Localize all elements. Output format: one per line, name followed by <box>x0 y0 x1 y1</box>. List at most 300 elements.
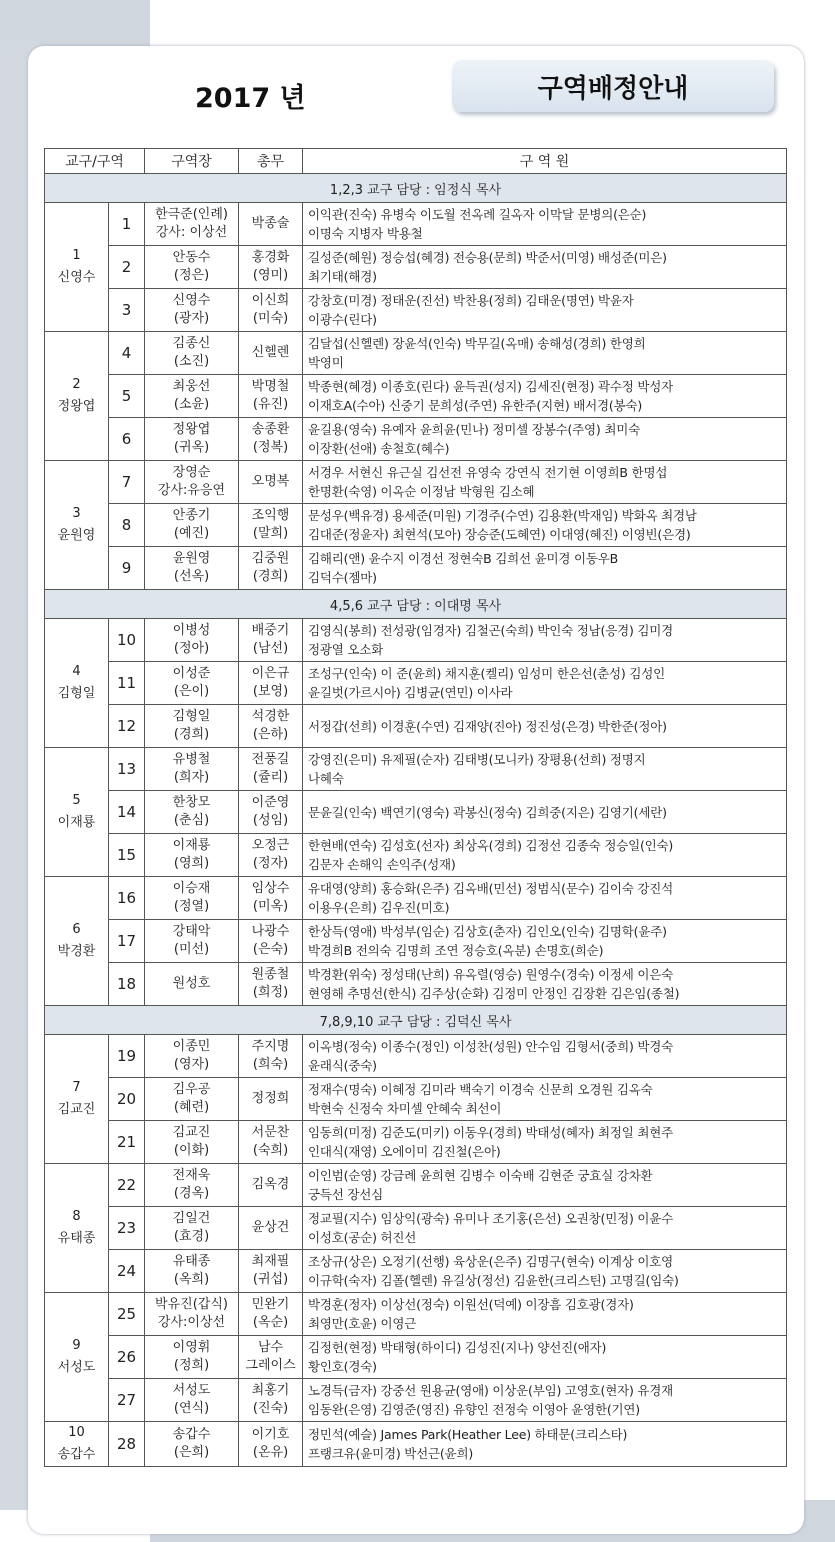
secretary-cell <box>239 1293 303 1336</box>
district-leader-cell <box>145 332 239 375</box>
members-line: 윤길용(영숙) 유예자 윤희윤(민나) 정미셀 장봉수(주영) 최미숙 <box>308 422 640 437</box>
members-line: 이광수(린다) <box>308 312 377 327</box>
secretary-line: 주지명 <box>251 1039 290 1054</box>
table-row <box>45 1250 787 1293</box>
members-line: 정교필(지수) 임상익(광숙) 유미나 조기홍(은선) 오권창(민정) 이윤수 <box>308 1211 674 1226</box>
district-leader-line: (정열) <box>173 899 210 914</box>
secretary-cell <box>239 289 303 332</box>
secretary-line: 석경한 <box>251 709 290 724</box>
secretary-line: (보영) <box>252 684 289 699</box>
members-line: 박영미 <box>308 355 344 370</box>
members-line: 이용우(은희) 김우진(미호) <box>308 900 450 915</box>
district-leader-line: 신영수 <box>172 293 211 308</box>
district-leader-cell <box>145 705 239 748</box>
secretary-line: 서문찬 <box>251 1125 290 1140</box>
district-leader-line: (이화) <box>173 1143 210 1158</box>
members-cell <box>303 289 787 332</box>
district-number: 26 <box>109 1336 145 1379</box>
district-number: 28 <box>109 1422 145 1467</box>
secretary-cell <box>239 705 303 748</box>
district-leader-line: (경옥) <box>173 1186 210 1201</box>
roster-table <box>44 148 787 1467</box>
table-row <box>45 1035 787 1078</box>
district-leader-line: 한창모 <box>172 795 211 810</box>
district-leader-line: (경희) <box>173 727 210 742</box>
secretary-cell <box>239 791 303 834</box>
secretary-line: 박종술 <box>251 216 290 231</box>
secretary-line: (은숙) <box>252 942 289 957</box>
members-cell <box>303 1250 787 1293</box>
district-leader-line: 김우공 <box>172 1082 211 1097</box>
members-cell <box>303 1336 787 1379</box>
secretary-line: 김중원 <box>251 551 290 566</box>
parish-number: 2 <box>72 377 81 392</box>
parish-number: 1 <box>72 248 81 263</box>
members-line: 박경훈(정자) 이상선(정숙) 이원선(덕예) 이장흠 김호광(경자) <box>308 1297 634 1312</box>
district-leader-cell <box>145 1121 239 1164</box>
section-pastor-label: 4,5,6 교구 담당 : 이대명 목사 <box>45 590 787 619</box>
members-cell <box>303 1164 787 1207</box>
column-header-district: 교구/구역 <box>45 149 145 174</box>
secretary-cell <box>239 662 303 705</box>
secretary-line: (쥴리) <box>252 770 289 785</box>
parish-name: 송갑수 <box>57 1447 96 1462</box>
members-line: 문윤길(인숙) 백연기(영숙) 곽봉신(정숙) 김희중(지은) 김영기(세란) <box>308 804 667 820</box>
parish-cell <box>45 1035 109 1164</box>
secretary-line: 김옥경 <box>251 1177 290 1192</box>
secretary-line: 박명철 <box>251 379 290 394</box>
parish-name: 신영수 <box>57 270 96 285</box>
members-cell <box>303 791 787 834</box>
members-cell <box>303 461 787 504</box>
district-number: 12 <box>109 705 145 748</box>
members-cell <box>303 920 787 963</box>
secretary-cell <box>239 332 303 375</box>
secretary-cell <box>239 1422 303 1467</box>
district-leader-line: (희자) <box>173 770 210 785</box>
members-line: 이익관(진숙) 유병숙 이도월 전옥례 길옥자 이막달 문병의(은순) <box>308 207 647 222</box>
secretary-line: (정자) <box>252 856 289 871</box>
district-leader-line: 정왕엽 <box>172 422 211 437</box>
table-row <box>45 461 787 504</box>
secretary-cell <box>239 203 303 246</box>
secretary-cell <box>239 418 303 461</box>
district-number: 18 <box>109 963 145 1006</box>
secretary-cell <box>239 1121 303 1164</box>
district-leader-line: 이성준 <box>172 666 211 681</box>
members-line: 나혜숙 <box>308 771 344 786</box>
table-row <box>45 662 787 705</box>
district-leader-line: 서성도 <box>172 1383 211 1398</box>
column-header-members: 구 역 원 <box>303 149 787 174</box>
secretary-line: (영미) <box>252 268 289 283</box>
parish-number: 5 <box>72 793 81 808</box>
district-leader-cell <box>145 619 239 662</box>
district-number: 10 <box>109 619 145 662</box>
district-leader-cell <box>145 834 239 877</box>
members-line: 이재호A(수아) 신중기 문희성(주연) 유한주(지현) 배서경(봉숙) <box>308 398 642 413</box>
district-leader-cell <box>145 547 239 590</box>
district-number: 9 <box>109 547 145 590</box>
members-cell <box>303 963 787 1006</box>
parish-cell <box>45 1164 109 1293</box>
members-line: 김덕수(젬마) <box>308 570 377 585</box>
table-row <box>45 1293 787 1336</box>
members-line: 노경득(금자) 강중선 원용균(영애) 이상운(부임) 고영호(현자) 유경재 <box>308 1383 674 1398</box>
parish-cell <box>45 461 109 590</box>
district-number: 22 <box>109 1164 145 1207</box>
parish-name: 서성도 <box>57 1360 96 1375</box>
secretary-line: (미옥) <box>252 899 289 914</box>
district-number: 19 <box>109 1035 145 1078</box>
table-row <box>45 289 787 332</box>
secretary-line: 이은규 <box>251 666 290 681</box>
district-leader-line: (은희) <box>173 1445 210 1460</box>
parish-number: 10 <box>68 1425 85 1440</box>
table-row <box>45 1164 787 1207</box>
secretary-line: 원종철 <box>251 967 290 982</box>
table-row <box>45 1121 787 1164</box>
secretary-line: 오정근 <box>251 838 290 853</box>
section-pastor-row <box>45 174 787 203</box>
members-line: 이장환(선애) 송철호(혜수) <box>308 441 450 456</box>
district-leader-line: 김교진 <box>172 1125 211 1140</box>
district-number: 27 <box>109 1379 145 1422</box>
district-number: 3 <box>109 289 145 332</box>
members-line: 서경우 서현신 유근실 김선전 유영숙 강연식 전기현 이영희B 한명섭 <box>308 465 668 480</box>
members-line: 강창호(미경) 정태운(진선) 박찬용(정희) 김태운(명연) 박윤자 <box>308 293 634 308</box>
secretary-cell <box>239 1336 303 1379</box>
secretary-cell <box>239 834 303 877</box>
parish-number: 6 <box>72 922 81 937</box>
secretary-line: 이준영 <box>251 795 290 810</box>
secretary-line: (희숙) <box>252 1057 289 1072</box>
district-number: 8 <box>109 504 145 547</box>
district-leader-line: 김일건 <box>172 1211 211 1226</box>
members-line: 프랭크유(윤미경) 박선근(윤희) <box>308 1446 473 1461</box>
members-line: 최기태(해경) <box>308 269 377 284</box>
table-header-row <box>45 149 787 174</box>
district-leader-line: (선옥) <box>173 569 210 584</box>
secretary-cell <box>239 375 303 418</box>
district-leader-line: (영희) <box>173 856 210 871</box>
secretary-line: (미숙) <box>252 311 289 326</box>
parish-number: 8 <box>72 1209 81 1224</box>
district-leader-line: 장영순 <box>172 465 211 480</box>
section-pastor-label: 7,8,9,10 교구 담당 : 김덕신 목사 <box>45 1006 787 1035</box>
secretary-cell <box>239 963 303 1006</box>
district-number: 23 <box>109 1207 145 1250</box>
district-leader-cell <box>145 461 239 504</box>
district-leader-line: (소윤) <box>173 397 210 412</box>
members-line: 정광열 오소화 <box>308 642 384 657</box>
table-row <box>45 504 787 547</box>
secretary-cell <box>239 1078 303 1121</box>
members-cell <box>303 1078 787 1121</box>
district-leader-line: (춘심) <box>173 813 210 828</box>
district-leader-line: 유태종 <box>172 1254 211 1269</box>
parish-cell <box>45 332 109 461</box>
district-leader-line: 한극준(인례) <box>155 207 228 222</box>
members-line: 궁득선 장선심 <box>308 1187 384 1202</box>
secretary-line: 전풍길 <box>251 752 290 767</box>
table-row <box>45 1207 787 1250</box>
column-header-leader: 구역장 <box>145 149 239 174</box>
parish-name: 이재룡 <box>57 815 96 830</box>
district-number: 13 <box>109 748 145 791</box>
secretary-line: (유진) <box>252 397 289 412</box>
district-leader-line: 강사:유응연 <box>157 483 226 498</box>
district-leader-cell <box>145 504 239 547</box>
district-number: 24 <box>109 1250 145 1293</box>
district-leader-line: (효경) <box>173 1229 210 1244</box>
members-line: 이인범(순영) 강금례 윤희현 김병수 이숙배 김현준 궁효실 강차환 <box>308 1168 653 1183</box>
section-pastor-row <box>45 1006 787 1035</box>
district-number: 17 <box>109 920 145 963</box>
district-leader-cell <box>145 1293 239 1336</box>
secretary-line: 오명복 <box>251 474 290 489</box>
members-line: 정재수(명숙) 이혜정 김미라 백숙기 이경숙 신문희 오경원 김옥숙 <box>308 1082 653 1097</box>
members-line: 윤래식(중숙) <box>308 1058 377 1073</box>
district-number: 6 <box>109 418 145 461</box>
table-row <box>45 375 787 418</box>
members-line: 박경환(위숙) 정성태(난희) 유옥렬(영승) 원영수(경숙) 이정세 이은숙 <box>308 967 674 982</box>
district-leader-cell <box>145 246 239 289</box>
members-cell <box>303 662 787 705</box>
parish-cell <box>45 877 109 1006</box>
district-leader-line: 안동수 <box>172 250 211 265</box>
parish-cell <box>45 748 109 877</box>
page-title: 구역배정안내 <box>537 73 689 104</box>
district-number: 16 <box>109 877 145 920</box>
parish-name: 유태종 <box>57 1231 96 1246</box>
district-leader-line: 김형일 <box>172 709 211 724</box>
district-leader-line: 최웅선 <box>172 379 211 394</box>
district-leader-line: 이종민 <box>172 1039 211 1054</box>
members-cell <box>303 1422 787 1467</box>
parish-cell <box>45 1422 109 1467</box>
table-row <box>45 547 787 590</box>
district-leader-cell <box>145 1379 239 1422</box>
parish-cell <box>45 203 109 332</box>
table-row <box>45 748 787 791</box>
district-leader-line: (미선) <box>173 942 210 957</box>
members-line: 김문자 손해익 손익주(성재) <box>308 857 456 872</box>
members-line: 박경희B 전의숙 김명희 조연 정승호(옥분) 손명호(희순) <box>308 943 604 958</box>
table-row <box>45 1078 787 1121</box>
district-leader-line: 유병철 <box>172 752 211 767</box>
table-row <box>45 1336 787 1379</box>
secretary-line: 배중기 <box>251 623 290 638</box>
members-line: 임동완(은영) 김영준(영진) 유향인 전정숙 이영아 윤영한(기연) <box>308 1402 640 1417</box>
members-line: 이명숙 지병자 박용철 <box>308 226 423 241</box>
members-line: 김정헌(현정) 박태형(하이디) 김성진(지나) 양선진(애자) <box>308 1340 607 1355</box>
secretary-line: (말희) <box>252 526 289 541</box>
secretary-cell <box>239 547 303 590</box>
secretary-line: 정정희 <box>251 1091 290 1106</box>
members-cell <box>303 1121 787 1164</box>
members-cell <box>303 1207 787 1250</box>
members-line: 박종현(혜경) 이종호(린다) 윤득권(성지) 김세진(현정) 곽수정 박성자 <box>308 379 674 394</box>
members-cell <box>303 619 787 662</box>
district-number: 1 <box>109 203 145 246</box>
table-row <box>45 877 787 920</box>
members-cell <box>303 246 787 289</box>
parish-cell <box>45 619 109 748</box>
table-row <box>45 1422 787 1467</box>
district-leader-cell <box>145 748 239 791</box>
district-number: 15 <box>109 834 145 877</box>
secretary-line: (숙희) <box>252 1143 289 1158</box>
members-line: 강영진(은미) 유제필(순자) 김태병(모니카) 장평용(선희) 정명지 <box>308 752 646 767</box>
district-leader-line: 김종신 <box>172 336 211 351</box>
members-line: 김달섭(신헬렌) 장윤석(인숙) 박무길(옥매) 송해성(경희) 한영희 <box>308 336 646 351</box>
members-cell <box>303 203 787 246</box>
district-leader-line: (은이) <box>173 684 210 699</box>
members-cell <box>303 1035 787 1078</box>
secretary-line: (옥순) <box>252 1315 289 1330</box>
members-line: 김대준(정윤자) 최현석(모아) 장승준(도혜연) 이대영(혜진) 이영빈(은경) <box>308 527 691 542</box>
secretary-line: 홍경화 <box>251 250 290 265</box>
secretary-cell <box>239 461 303 504</box>
members-cell <box>303 834 787 877</box>
district-number: 5 <box>109 375 145 418</box>
district-leader-cell <box>145 1422 239 1467</box>
district-leader-line: 윤원영 <box>172 551 211 566</box>
district-leader-line: 송갑수 <box>172 1427 211 1442</box>
district-leader-line: (연식) <box>173 1401 210 1416</box>
district-leader-line: 이승재 <box>172 881 211 896</box>
district-leader-cell <box>145 963 239 1006</box>
parish-cell <box>45 1293 109 1422</box>
secretary-cell <box>239 246 303 289</box>
title-tab <box>452 60 774 112</box>
secretary-line: (귀섭) <box>252 1272 289 1287</box>
secretary-line: 최재필 <box>251 1254 290 1269</box>
members-line: 조성구(인숙) 이 준(윤희) 채지훈(켈리) 임성미 한은선(춘성) 김성인 <box>308 666 665 681</box>
district-leader-line: 이재룡 <box>172 838 211 853</box>
members-line: 인대식(재영) 오에이미 김진철(은아) <box>308 1144 501 1159</box>
secretary-line: 그레이스 <box>245 1358 296 1373</box>
parish-number: 9 <box>72 1338 81 1353</box>
district-leader-line: 이병성 <box>172 623 211 638</box>
district-leader-cell <box>145 203 239 246</box>
district-leader-line: (예진) <box>173 526 210 541</box>
district-number: 20 <box>109 1078 145 1121</box>
members-line: 김영식(봉희) 전성광(임경자) 김철곤(숙희) 박인숙 정남(응경) 김미경 <box>308 623 674 638</box>
table-row <box>45 791 787 834</box>
district-leader-line: (혜련) <box>173 1100 210 1115</box>
district-leader-cell <box>145 1336 239 1379</box>
table-row <box>45 619 787 662</box>
district-leader-line: 강사: 이상선 <box>155 225 228 240</box>
members-line: 박현숙 신정숙 차미셀 안혜숙 최선이 <box>308 1101 502 1116</box>
secretary-line: (은하) <box>252 727 289 742</box>
year-heading: 2017 년 <box>195 83 306 114</box>
members-line: 길성준(혜원) 정승섭(혜경) 전승용(문희) 박준서(미영) 배성준(미은) <box>308 250 667 265</box>
parish-name: 박경환 <box>57 944 96 959</box>
section-pastor-row <box>45 590 787 619</box>
secretary-cell <box>239 1379 303 1422</box>
secretary-cell <box>239 877 303 920</box>
district-leader-cell <box>145 375 239 418</box>
members-line: 한현배(연숙) 김성호(선자) 최상옥(경희) 김정선 김종숙 정승일(인숙) <box>308 838 674 853</box>
members-line: 윤길벗(가르시아) 김병균(연민) 이사라 <box>308 685 513 700</box>
secretary-line: 이기호 <box>251 1427 290 1442</box>
table-row <box>45 834 787 877</box>
secretary-line: 나광수 <box>251 924 290 939</box>
members-cell <box>303 547 787 590</box>
district-leader-cell <box>145 662 239 705</box>
members-line: 현영해 추명선(한식) 김주상(순화) 김정미 안정인 김장환 김은임(종철) <box>308 986 680 1001</box>
district-leader-cell <box>145 1250 239 1293</box>
parish-name: 김형일 <box>57 686 96 701</box>
district-leader-line: (정희) <box>173 1358 210 1373</box>
district-leader-line: (영자) <box>173 1057 210 1072</box>
members-cell <box>303 1379 787 1422</box>
secretary-line: (성임) <box>252 813 289 828</box>
secretary-cell <box>239 1207 303 1250</box>
table-row <box>45 1379 787 1422</box>
members-line: 조상규(상은) 오정기(선행) 육상운(은주) 김명구(현숙) 이계상 이호영 <box>308 1254 674 1269</box>
secretary-cell <box>239 748 303 791</box>
district-leader-cell <box>145 877 239 920</box>
district-leader-cell <box>145 791 239 834</box>
district-leader-cell <box>145 289 239 332</box>
secretary-line: 윤상건 <box>251 1220 290 1235</box>
parish-number: 3 <box>72 506 81 521</box>
parish-name: 윤원영 <box>57 528 96 543</box>
district-leader-line: 이영휘 <box>172 1340 211 1355</box>
district-number: 25 <box>109 1293 145 1336</box>
members-cell <box>303 877 787 920</box>
district-leader-line: (귀옥) <box>173 440 210 455</box>
district-number: 11 <box>109 662 145 705</box>
secretary-cell <box>239 920 303 963</box>
members-cell <box>303 418 787 461</box>
members-line: 이옥병(정숙) 이종수(정인) 이성찬(성원) 안수임 김형서(중희) 박경숙 <box>308 1039 674 1054</box>
secretary-line: (진숙) <box>252 1401 289 1416</box>
table-row <box>45 705 787 748</box>
secretary-line: 조익행 <box>251 508 290 523</box>
parish-name: 정왕엽 <box>57 399 96 414</box>
secretary-cell <box>239 619 303 662</box>
district-number: 4 <box>109 332 145 375</box>
district-leader-line: 박유진(갑식) <box>155 1297 228 1312</box>
members-cell <box>303 1293 787 1336</box>
members-cell <box>303 504 787 547</box>
members-line: 임동희(미정) 김준도(미키) 이동우(경희) 박태성(혜자) 최정일 최현주 <box>308 1125 674 1140</box>
column-header-secretary: 총무 <box>239 149 303 174</box>
table-row <box>45 920 787 963</box>
members-line: 한상득(영애) 박성부(임순) 김상호(춘자) 김인오(인숙) 김명학(윤주) <box>308 924 667 939</box>
district-leader-cell <box>145 418 239 461</box>
secretary-line: 최홍기 <box>251 1383 290 1398</box>
district-leader-cell <box>145 920 239 963</box>
secretary-line: (희정) <box>252 985 289 1000</box>
district-leader-line: (정아) <box>173 641 210 656</box>
members-line: 황인호(경숙) <box>308 1359 377 1374</box>
secretary-line: 이신희 <box>251 293 290 308</box>
roster-body <box>45 174 787 1467</box>
district-leader-line: 원성호 <box>172 976 211 991</box>
district-leader-cell <box>145 1164 239 1207</box>
members-line: 유대영(양희) 홍승화(은주) 김옥배(민선) 정범식(문수) 김이숙 강진석 <box>308 881 674 896</box>
district-leader-line: (옥희) <box>173 1272 210 1287</box>
table-row <box>45 963 787 1006</box>
members-cell <box>303 705 787 748</box>
members-line: 서정갑(선희) 이경훈(수연) 김재양(진아) 정진성(은경) 박한준(정아) <box>308 718 667 734</box>
